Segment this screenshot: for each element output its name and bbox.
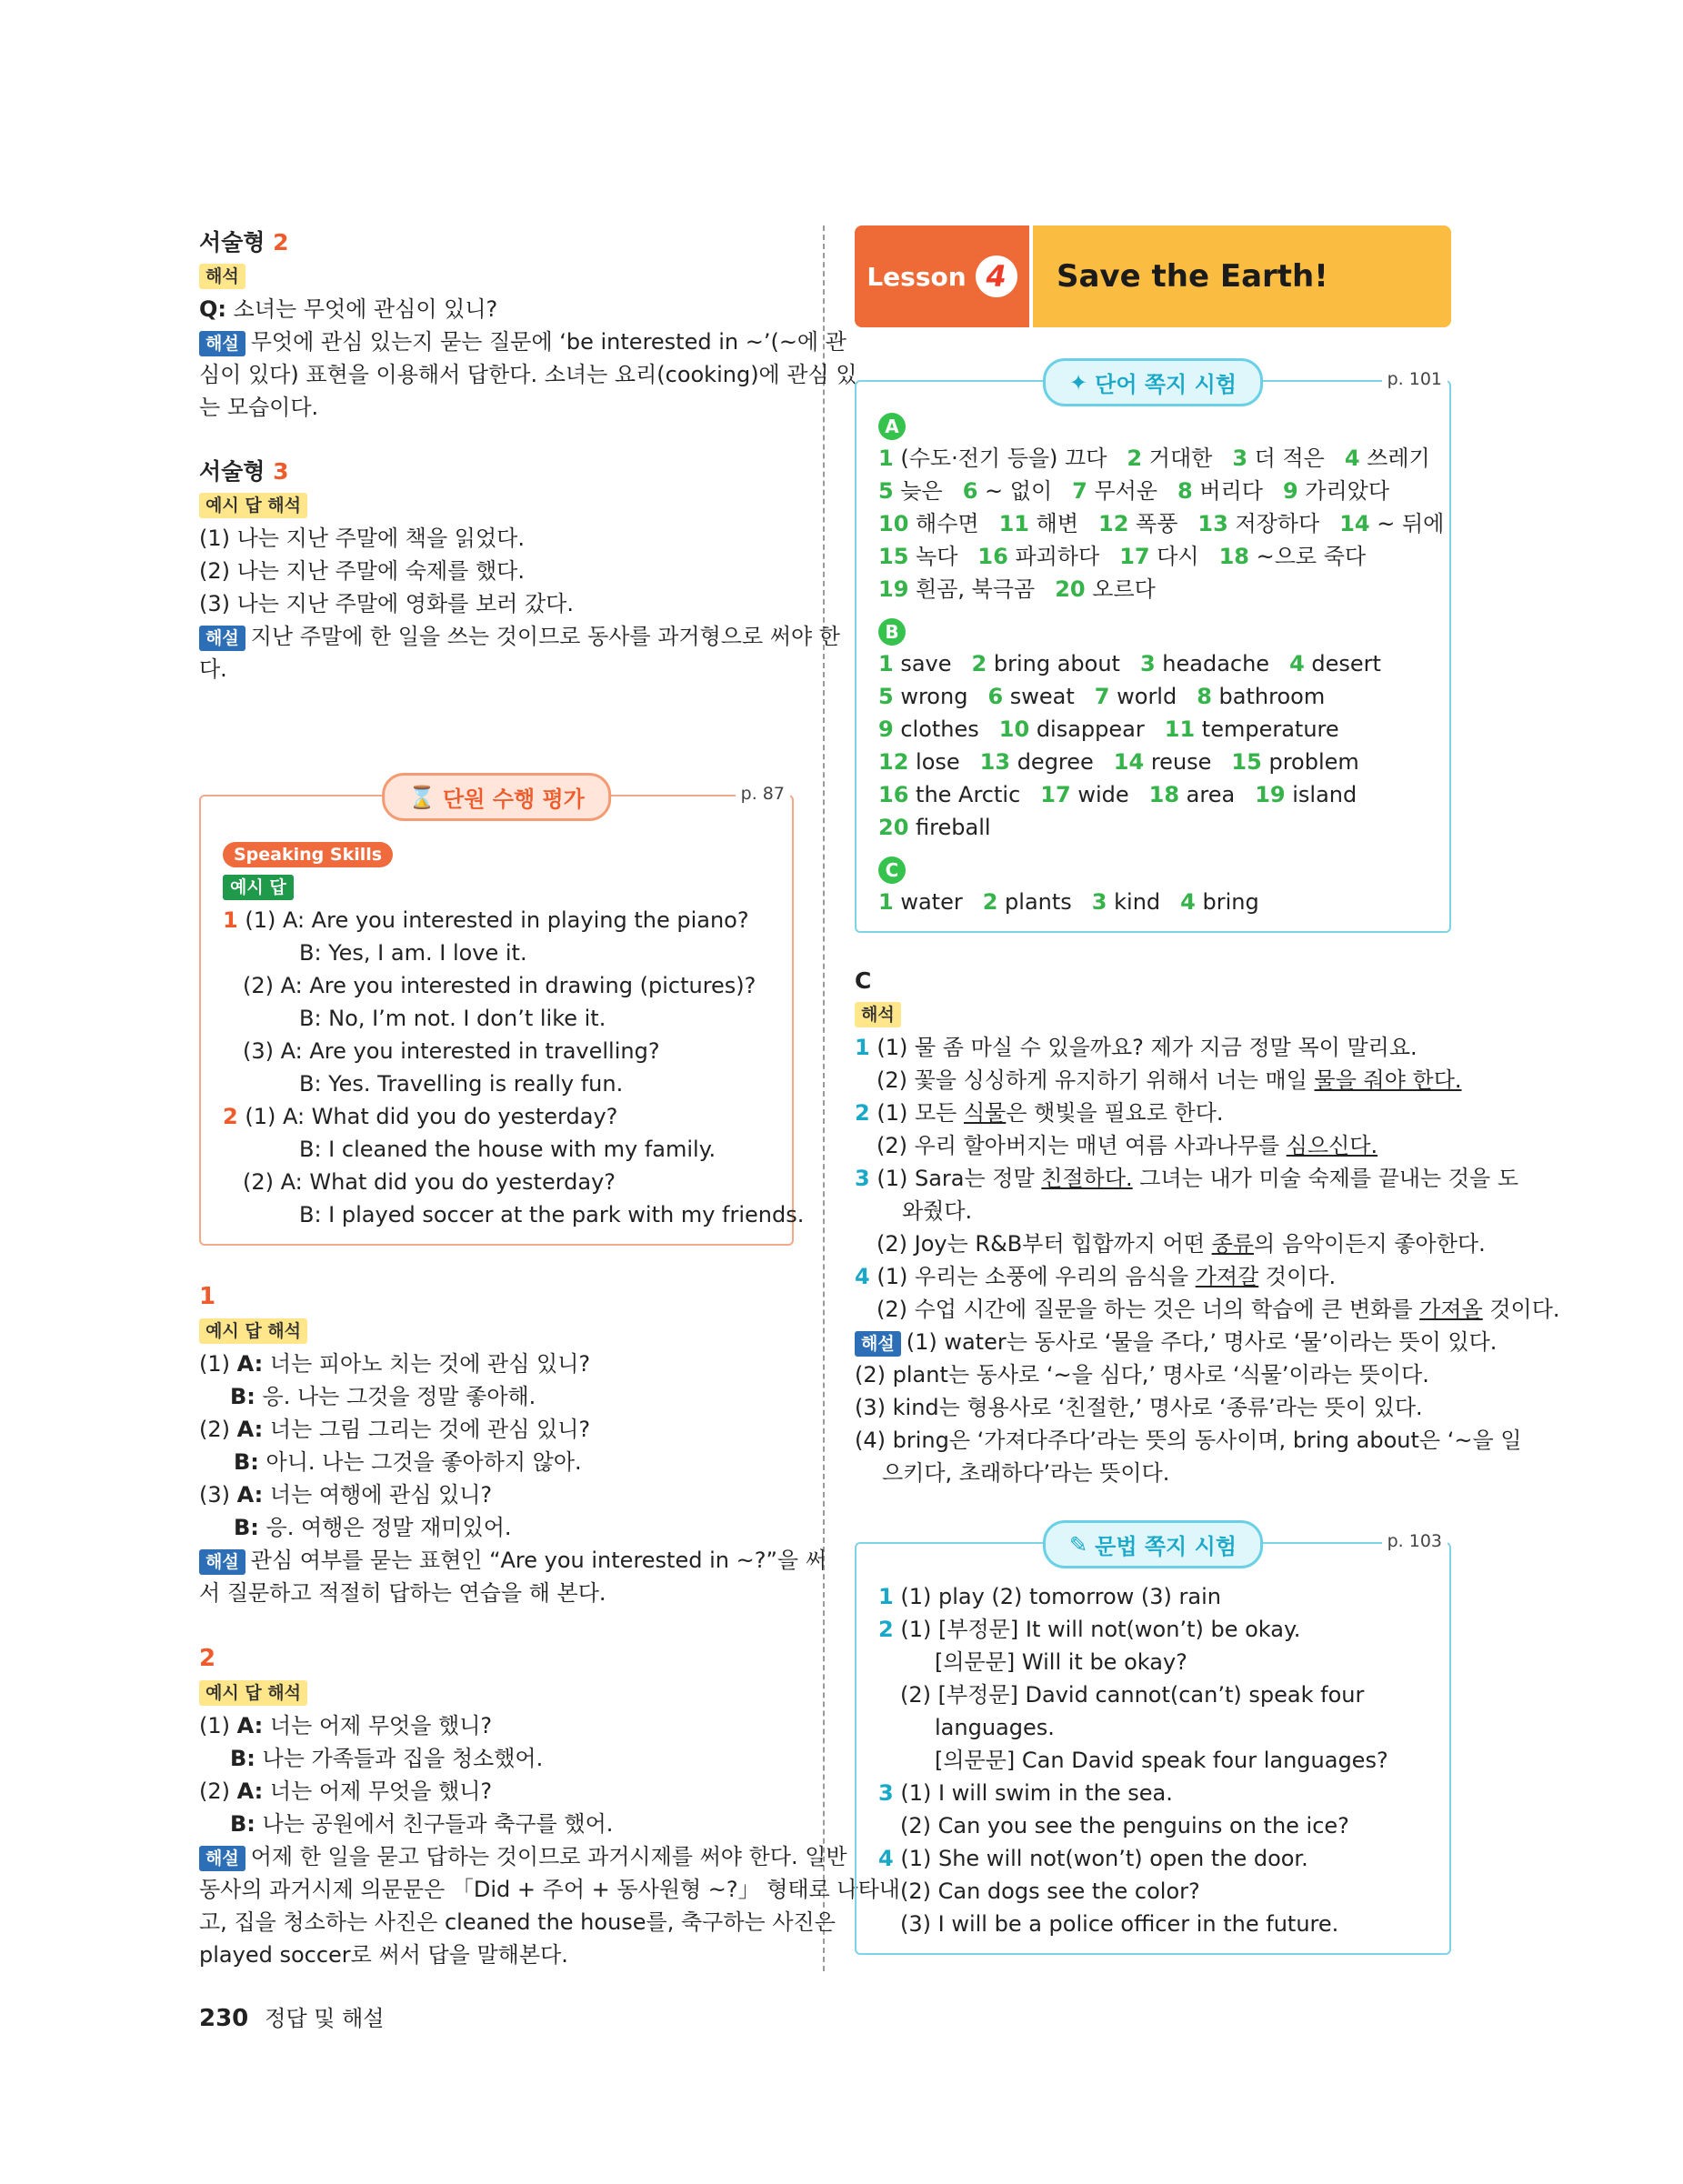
vocab-word: ~ 뒤에 <box>1369 511 1445 536</box>
vocab-row <box>878 680 1435 713</box>
vocab-word: clothes <box>893 716 979 742</box>
translation-line: (2) 수업 시간에 질문을 하는 것은 너의 학습에 큰 변화를 가져올 것이다. <box>877 1297 1560 1322</box>
explanation-line: 해설 어제 한 일을 묻고 답하는 것이므로 과거시제를 써야 한다. 일반 <box>199 1840 794 1873</box>
vocab-number: 7 <box>1072 478 1087 504</box>
speaking-skills-tag: Speaking Skills <box>223 842 393 867</box>
vocab-word: ~ 없이 <box>977 478 1053 504</box>
explanation-line: (4) bring은 ‘가져다주다’라는 뜻의 동사이며, bring about은 ‘~을 일 <box>855 1428 1522 1453</box>
vocab-row <box>878 886 1435 918</box>
vocab-word: 무서운 <box>1087 478 1158 504</box>
vocab-word: 저장하다 <box>1227 511 1320 536</box>
vocab-word: reuse <box>1144 749 1212 775</box>
explanation-tag: 해설 <box>199 1846 245 1871</box>
grammar-answer-line: 2 (1) [부정문] It will not(won’t) be okay. <box>878 1617 1301 1642</box>
grammar-answer-line: 1 (1) play (2) tomorrow (3) rain <box>878 1584 1221 1609</box>
page-reference: p. 103 <box>1382 1531 1448 1551</box>
vocab-number: 9 <box>1282 478 1298 504</box>
lesson-banner <box>855 225 1451 327</box>
page-reference: p. 101 <box>1382 369 1448 389</box>
section-translation-2 <box>199 1640 900 1971</box>
answer-line: (3) 나는 지난 주말에 영화를 보러 갔다. <box>199 591 574 616</box>
vocab-row <box>878 507 1445 540</box>
section-number: 3 <box>273 458 289 485</box>
grammar-answer-line: [의문문] Can David speak four languages? <box>935 1748 1388 1773</box>
translation-line: 2 (1) 모든 식물은 햇빛을 필요로 한다. <box>855 1100 1224 1126</box>
vocab-row <box>878 475 1435 507</box>
vocab-word: bring <box>1195 889 1259 915</box>
vocab-row <box>878 647 1435 680</box>
answer-line: (2) A: 너는 어제 무엇을 했니? <box>199 1778 493 1804</box>
performance-assessment-title: ⌛ 단원 수행 평가 <box>382 773 611 821</box>
lesson-title: Save the Earth! <box>1033 225 1451 327</box>
dialogue-line: (3) A: Are you interested in travelling? <box>243 1038 660 1064</box>
dialogue-line: 1 (1) A: Are you interested in playing the piano? <box>223 907 749 933</box>
vocab-row <box>878 713 1435 746</box>
vocab-word: 해변 <box>1029 511 1078 536</box>
vocab-number: 19 <box>1255 782 1286 807</box>
vocab-number: 4 <box>1344 446 1360 471</box>
explanation-line: (3) kind는 형용사로 ‘친절한,’ 명사로 ‘종류’라는 뜻이 있다. <box>855 1395 1423 1420</box>
section-head: C <box>855 967 872 994</box>
section-title: 서술형 <box>199 458 265 485</box>
section-number: 1 <box>199 1283 216 1310</box>
answer-line: B: 나는 공원에서 친구들과 축구를 했어. <box>230 1811 614 1837</box>
vocab-word: kind <box>1107 889 1161 915</box>
answer-line: (2) 나는 지난 주말에 숙제를 했다. <box>199 558 525 584</box>
answer-line: (1) A: 너는 피아노 치는 것에 관심 있니? <box>199 1351 591 1377</box>
grammar-answer-line: (2) Can dogs see the color? <box>900 1878 1200 1904</box>
vocab-number: 20 <box>878 815 909 840</box>
vocab-number: 14 <box>1113 749 1145 775</box>
explanation-line: 다. <box>199 656 227 682</box>
vocab-word: ~으로 죽다 <box>1249 544 1367 569</box>
answer-line: B: 아니. 나는 그것을 좋아하지 않아. <box>234 1449 582 1475</box>
example-answer-tag: 예시 답 해석 <box>199 493 307 518</box>
grammar-answer-line: (2) [부정문] David cannot(can’t) speak four <box>900 1682 1365 1708</box>
section-essay-2 <box>199 225 857 424</box>
explanation-line: played soccer로 써서 답을 말해본다. <box>199 1942 568 1968</box>
vocab-number: 16 <box>878 782 909 807</box>
vocab-number: 10 <box>878 511 909 536</box>
dialogue-line: (2) A: What did you do yesterday? <box>243 1169 616 1195</box>
performance-assessment-box <box>199 784 805 1246</box>
vocab-word: 녹다 <box>908 544 958 569</box>
answer-line: (1) A: 너는 어제 무엇을 했니? <box>199 1713 493 1738</box>
section-translation-1 <box>199 1278 826 1609</box>
vocab-number: 16 <box>977 544 1008 569</box>
answer-line: B: 응. 여행은 정말 재미있어. <box>234 1515 512 1540</box>
part-b-badge: B <box>878 618 906 646</box>
translation-line: 3 (1) Sara는 정말 친절하다. 그녀는 내가 미술 숙제를 끝내는 것을 도 <box>855 1166 1519 1191</box>
vocab-row <box>878 540 1435 573</box>
hourglass-icon: ⌛ <box>408 784 436 810</box>
explanation-line: 해설 (1) water는 동사로 ‘물을 주다,’ 명사로 ‘물’이라는 뜻이 있다. <box>855 1326 1451 1358</box>
question-line: Q: 소녀는 무엇에 관심이 있니? <box>199 296 498 322</box>
answer-line: (3) A: 너는 여행에 관심 있니? <box>199 1482 493 1508</box>
vocab-word: 폭풍 <box>1128 511 1178 536</box>
explanation-line: 해설 무엇에 관심 있는지 묻는 질문에 ‘be interested in ~’(~에 관 <box>199 326 794 358</box>
explanation-line: 해설 관심 여부를 묻는 표현인 “Are you interested in ~?”을 써 <box>199 1544 794 1577</box>
explanation-tag: 해설 <box>199 1549 245 1575</box>
vocab-number: 18 <box>1218 544 1249 569</box>
answer-line: (2) A: 너는 그림 그리는 것에 관심 있니? <box>199 1417 591 1442</box>
grammar-answer-line: (2) Can you see the penguins on the ice? <box>900 1813 1349 1838</box>
grammar-answer-line: (3) I will be a police officer in the future. <box>900 1911 1339 1937</box>
footer-label: 정답 및 해설 <box>265 2006 385 2031</box>
vocab-word: 늦은 <box>893 478 943 504</box>
grammar-answer-line: languages. <box>935 1715 1055 1740</box>
vocab-word: water <box>893 889 963 915</box>
explanation-line: (2) plant는 동사로 ‘~을 심다,’ 명사로 ‘식물’이라는 뜻이다. <box>855 1362 1429 1388</box>
vocab-word: 파괴하다 <box>1007 544 1100 569</box>
vocab-row <box>878 811 1435 844</box>
example-answer-tag: 예시 답 <box>223 875 294 900</box>
vocab-number: 11 <box>1164 716 1196 742</box>
vocab-number: 6 <box>987 684 1004 709</box>
translation-line: 4 (1) 우리는 소풍에 우리의 음식을 가져갈 것이다. <box>855 1264 1337 1289</box>
right-column <box>855 225 1560 1955</box>
vocab-word: wrong <box>893 684 968 709</box>
vocab-number: 4 <box>1180 889 1196 915</box>
vocab-number: 1 <box>878 446 894 471</box>
vocab-word: degree <box>1010 749 1094 775</box>
vocab-word: (수도·전기 등을) 끄다 <box>893 446 1107 471</box>
vocab-number: 8 <box>1197 684 1212 709</box>
vocab-number: 15 <box>1231 749 1262 775</box>
translation-line: (2) Joy는 R&B부터 힙합까지 어떤 종류의 음악이든지 좋아한다. <box>877 1231 1486 1257</box>
translation-tag: 해석 <box>855 1002 901 1027</box>
vocab-number: 11 <box>998 511 1029 536</box>
answer-line: (1) 나는 지난 주말에 책을 읽었다. <box>199 526 525 551</box>
vocab-word: sweat <box>1003 684 1075 709</box>
explanation-line: 해설 지난 주말에 한 일을 쓰는 것이므로 동사를 과거형으로 써야 한 <box>199 620 794 653</box>
vocab-quiz-title: ✦ 단어 쪽지 시험 <box>1043 358 1263 406</box>
vocab-number: 14 <box>1339 511 1370 536</box>
vocab-number: 1 <box>878 889 894 915</box>
vocab-word: desert <box>1304 651 1381 676</box>
vocab-number: 8 <box>1177 478 1193 504</box>
vocab-word: 거대한 <box>1142 446 1213 471</box>
vocab-number: 4 <box>1289 651 1305 676</box>
dialogue-line: B: I played soccer at the park with my friends. <box>299 1202 805 1227</box>
grammar-quiz-box <box>855 1531 1451 1955</box>
section-c-explanation <box>855 964 1560 1489</box>
vocab-word: problem <box>1261 749 1359 775</box>
vocab-number: 17 <box>1040 782 1071 807</box>
vocab-list-b <box>878 647 1435 844</box>
vocab-number: 13 <box>979 749 1011 775</box>
explanation-line: 서 질문하고 적절히 답하는 연습을 해 본다. <box>199 1580 606 1606</box>
page-number: 230 <box>199 2005 249 2032</box>
translation-line: 와줬다. <box>902 1198 973 1224</box>
vocab-number: 2 <box>1127 446 1143 471</box>
vocab-word: 더 적은 <box>1247 446 1325 471</box>
answer-line: B: 나는 가족들과 집을 청소했어. <box>230 1746 544 1771</box>
vocab-number: 9 <box>878 716 894 742</box>
vocab-word: fireball <box>908 815 991 840</box>
vocab-number: 20 <box>1055 576 1086 602</box>
vocab-word: 흰곰, 북극곰 <box>908 576 1036 602</box>
explanation-line: 동사의 과거시제 의문문은 「Did + 주어 + 동사원형 ~?」 형태로 나타내 <box>199 1877 900 1902</box>
explanation-line: 는 모습이다. <box>199 395 319 420</box>
dialogue-line: B: Yes. Travelling is really fun. <box>299 1071 624 1097</box>
vocab-row <box>878 778 1435 811</box>
lesson-label: Lesson <box>867 261 967 292</box>
vocab-number: 12 <box>878 749 909 775</box>
vocab-number: 17 <box>1119 544 1150 569</box>
explanation-tag: 해설 <box>855 1331 901 1357</box>
explanation-tag: 해설 <box>199 331 245 356</box>
vocab-number: 10 <box>998 716 1030 742</box>
vocab-number: 7 <box>1094 684 1110 709</box>
vocab-number: 3 <box>1232 446 1248 471</box>
vocab-word: the Arctic <box>908 782 1021 807</box>
dialogue-line: (2) A: Are you interested in drawing (pictures)? <box>243 973 756 998</box>
dialogue-line: 2 (1) A: What did you do yesterday? <box>223 1104 618 1129</box>
vocab-word: 해수면 <box>908 511 979 536</box>
vocab-word: disappear <box>1029 716 1145 742</box>
vocab-row <box>878 442 1435 475</box>
page-footer <box>199 2000 384 2037</box>
vocab-word: bring about <box>987 651 1120 676</box>
vocab-row <box>878 746 1435 778</box>
vocab-word: 다시 <box>1149 544 1199 569</box>
vocab-number: 2 <box>971 651 987 676</box>
vocab-word: wide <box>1070 782 1129 807</box>
vocab-row <box>878 573 1435 606</box>
vocab-number: 1 <box>878 651 894 676</box>
grammar-answer-line: [의문문] Will it be okay? <box>935 1649 1187 1675</box>
vocab-word: area <box>1179 782 1236 807</box>
vocab-number: 18 <box>1148 782 1180 807</box>
vocab-word: save <box>893 651 952 676</box>
vocab-word: bathroom <box>1211 684 1326 709</box>
lesson-number: 4 <box>976 255 1017 297</box>
vocab-number: 19 <box>878 576 909 602</box>
vocab-number: 3 <box>1139 651 1156 676</box>
vocab-number: 2 <box>982 889 998 915</box>
vocab-number: 13 <box>1197 511 1228 536</box>
pencil-icon: ✎ <box>1069 1531 1088 1558</box>
dialogue-line: B: Yes, I am. I love it. <box>299 940 527 966</box>
part-a-badge: A <box>878 413 906 440</box>
dialogue-line: B: I cleaned the house with my family. <box>299 1137 716 1162</box>
vocab-word: world <box>1109 684 1177 709</box>
section-number: 2 <box>273 229 289 255</box>
vocab-number: 5 <box>878 478 894 504</box>
vocab-number: 6 <box>962 478 978 504</box>
example-answer-tag: 예시 답 해석 <box>199 1680 307 1706</box>
puzzle-icon: ✦ <box>1069 369 1088 396</box>
explanation-line: 고, 집을 청소하는 사진은 cleaned the house를, 축구하는 사진은 <box>199 1909 836 1935</box>
vocab-word: island <box>1285 782 1357 807</box>
grammar-answer-line: 3 (1) I will swim in the sea. <box>878 1780 1173 1806</box>
vocab-word: 오르다 <box>1085 576 1156 602</box>
vocab-number: 15 <box>878 544 909 569</box>
grammar-quiz-title: ✎ 문법 쪽지 시험 <box>1043 1520 1263 1568</box>
explanation-line: 심이 있다) 표현을 이용해서 답한다. 소녀는 요리(cooking)에 관심 있 <box>199 362 857 387</box>
vocab-number: 3 <box>1091 889 1107 915</box>
section-number: 2 <box>199 1645 216 1672</box>
vocab-number: 12 <box>1098 511 1129 536</box>
section-essay-3 <box>199 455 840 686</box>
column-divider <box>823 225 825 1971</box>
vocab-quiz-box <box>855 369 1451 933</box>
example-answer-tag: 예시 답 해석 <box>199 1318 307 1344</box>
vocab-word: 쓰레기 <box>1359 446 1430 471</box>
section-title: 서술형 <box>199 229 265 255</box>
vocab-number: 5 <box>878 684 894 709</box>
translation-line: (2) 꽃을 싱싱하게 유지하기 위해서 너는 매일 물을 줘야 한다. <box>877 1067 1462 1093</box>
answer-line: B: 응. 나는 그것을 정말 좋아해. <box>230 1384 536 1409</box>
dialogue-line: B: No, I’m not. I don’t like it. <box>299 1006 606 1031</box>
page-reference: p. 87 <box>736 784 790 804</box>
vocab-word: 가리았다 <box>1297 478 1390 504</box>
translation-line: (2) 우리 할아버지는 매년 여름 사과나무를 심으신다. <box>877 1133 1378 1158</box>
part-c-badge: C <box>878 857 906 884</box>
grammar-answer-line: 4 (1) She will not(won’t) open the door. <box>878 1846 1308 1871</box>
vocab-word: lose <box>908 749 960 775</box>
vocab-list-c <box>878 886 1435 918</box>
vocab-word: temperature <box>1195 716 1339 742</box>
translation-tag: 해석 <box>199 264 245 289</box>
vocab-list-a <box>878 442 1445 606</box>
vocab-word: plants <box>997 889 1072 915</box>
vocab-word: 버리다 <box>1192 478 1263 504</box>
vocab-word: headache <box>1155 651 1270 676</box>
explanation-tag: 해설 <box>199 626 245 651</box>
explanation-line: 으키다, 초래하다’라는 뜻이다. <box>882 1460 1170 1486</box>
translation-line: 1 (1) 물 좀 마실 수 있을까요? 제가 지금 정말 목이 말리요. <box>855 1035 1418 1060</box>
